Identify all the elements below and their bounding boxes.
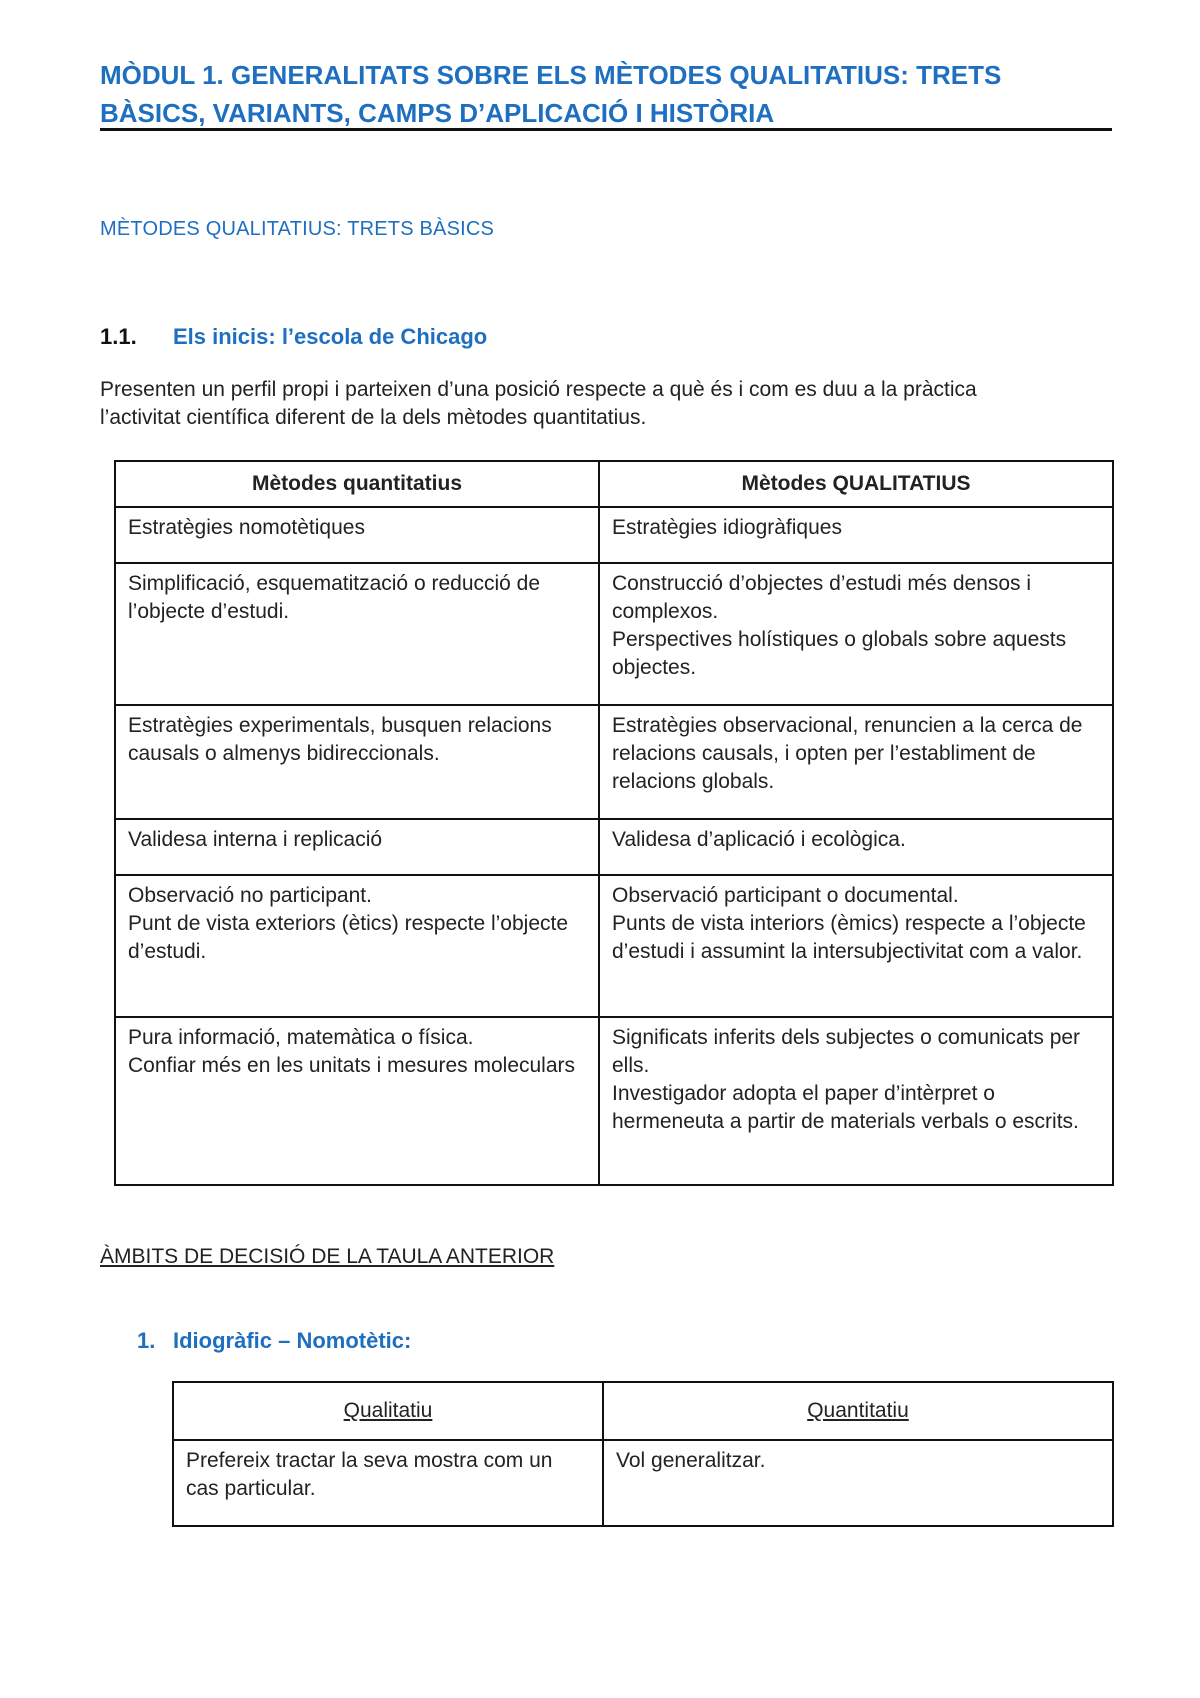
table-row bbox=[115, 563, 1113, 705]
cell-quantitative bbox=[115, 819, 599, 875]
cell-qualitative bbox=[599, 563, 1113, 705]
table-header-row bbox=[115, 461, 1113, 507]
title-underline-rule bbox=[100, 128, 1112, 131]
intro-paragraph: Presenten un perfil propi i parteixen d’una posició respecte a què és i com es duu a la pràctica l’activitat científica diferent de la dels mètodes quantitatius. bbox=[100, 378, 977, 429]
cell-text: Estratègies observacional, renuncien a la cerca de relacions causals, i opten per l’establiment de relacions globals. bbox=[612, 714, 1083, 793]
subsection-title: Els inicis: l’escola de Chicago bbox=[173, 324, 488, 349]
comparison-table bbox=[114, 460, 1114, 1186]
table-row bbox=[115, 507, 1113, 563]
cell-qualitative bbox=[599, 875, 1113, 1017]
cell-quantitative bbox=[115, 507, 599, 563]
cell-qualitative bbox=[599, 819, 1113, 875]
cell-text: Construcció d’objectes d’estudi més densos i complexos. bbox=[612, 572, 1032, 623]
cell-qualitative: Prefereix tractar la seva mostra com un cas particular. bbox=[173, 1440, 603, 1526]
cell-quantitative bbox=[115, 705, 599, 819]
cell-quantitative: Vol generalitzar. bbox=[603, 1440, 1113, 1526]
header-quantitative: Quantitatiu bbox=[603, 1382, 1113, 1440]
cell-quantitative bbox=[115, 1017, 599, 1185]
cell-text: Estratègies experimentals, busquen relacions causals o almenys bidireccionals. bbox=[128, 714, 552, 765]
cell-text: Validesa interna i replicació bbox=[128, 828, 383, 851]
list-item-number: 1. bbox=[137, 1328, 156, 1353]
cell-text: Confiar més en les unitats i mesures moleculars bbox=[128, 1054, 576, 1077]
subsection-heading bbox=[100, 322, 487, 352]
cell-qualitative bbox=[599, 1017, 1113, 1185]
idiographic-nomothetic-table bbox=[172, 1381, 1114, 1527]
table-row bbox=[115, 1017, 1113, 1185]
header-qualitative: Mètodes QUALITATIUS bbox=[599, 461, 1113, 507]
cell-text: Punts de vista interiors (èmics) respecte a l’objecte d’estudi i assumint la intersubjectivitat com a valor. bbox=[612, 912, 1086, 963]
cell-text: Estratègies nomotètiques bbox=[128, 516, 365, 539]
cell-text: Pura informació, matemàtica o física. bbox=[128, 1026, 474, 1049]
section-heading: MÈTODES QUALITATIUS: TRETS BÀSICS bbox=[100, 218, 495, 240]
cell-text: Simplificació, esquematització o reducció de l’objecte d’estudi. bbox=[128, 572, 541, 623]
list-item-title: Idiogràfic – Nomotètic: bbox=[173, 1328, 412, 1353]
table-row bbox=[115, 819, 1113, 875]
table-header-row bbox=[173, 1382, 1113, 1440]
module-title: MÒDUL 1. GENERALITATS SOBRE ELS MÈTODES QUALITATIUS: TRETS BÀSICS, VARIANTS, CAMPS D’APLICACIÓ I HISTÒRIA bbox=[100, 60, 1002, 128]
header-quantitative: Mètodes quantitatius bbox=[115, 461, 599, 507]
cell-qualitative bbox=[599, 705, 1113, 819]
cell-text: Estratègies idiogràfiques bbox=[612, 516, 842, 539]
cell-quantitative bbox=[115, 875, 599, 1017]
table-row bbox=[115, 705, 1113, 819]
cell-text: Significats inferits dels subjectes o comunicats per ells. bbox=[612, 1026, 1081, 1077]
table-row bbox=[173, 1440, 1113, 1526]
ambits-heading: ÀMBITS DE DECISIÓ DE LA TAULA ANTERIOR bbox=[100, 1245, 555, 1268]
cell-quantitative bbox=[115, 563, 599, 705]
subsection-number: 1.1. bbox=[100, 324, 137, 349]
table-row bbox=[115, 875, 1113, 1017]
cell-text: Perspectives holístiques o globals sobre aquests objectes. bbox=[612, 628, 1067, 679]
numbered-list-item bbox=[137, 1328, 411, 1354]
cell-text: Punt de vista exteriors (ètics) respecte l’objecte d’estudi. bbox=[128, 912, 569, 963]
cell-text: Investigador adopta el paper d’intèrpret o hermeneuta a partir de materials verbals o escrits. bbox=[612, 1082, 1079, 1133]
cell-text: Validesa d’aplicació i ecològica. bbox=[612, 828, 906, 851]
cell-text: Observació participant o documental. bbox=[612, 884, 959, 907]
cell-text: Observació no participant. bbox=[128, 884, 372, 907]
header-qualitative: Qualitatiu bbox=[173, 1382, 603, 1440]
cell-qualitative bbox=[599, 507, 1113, 563]
